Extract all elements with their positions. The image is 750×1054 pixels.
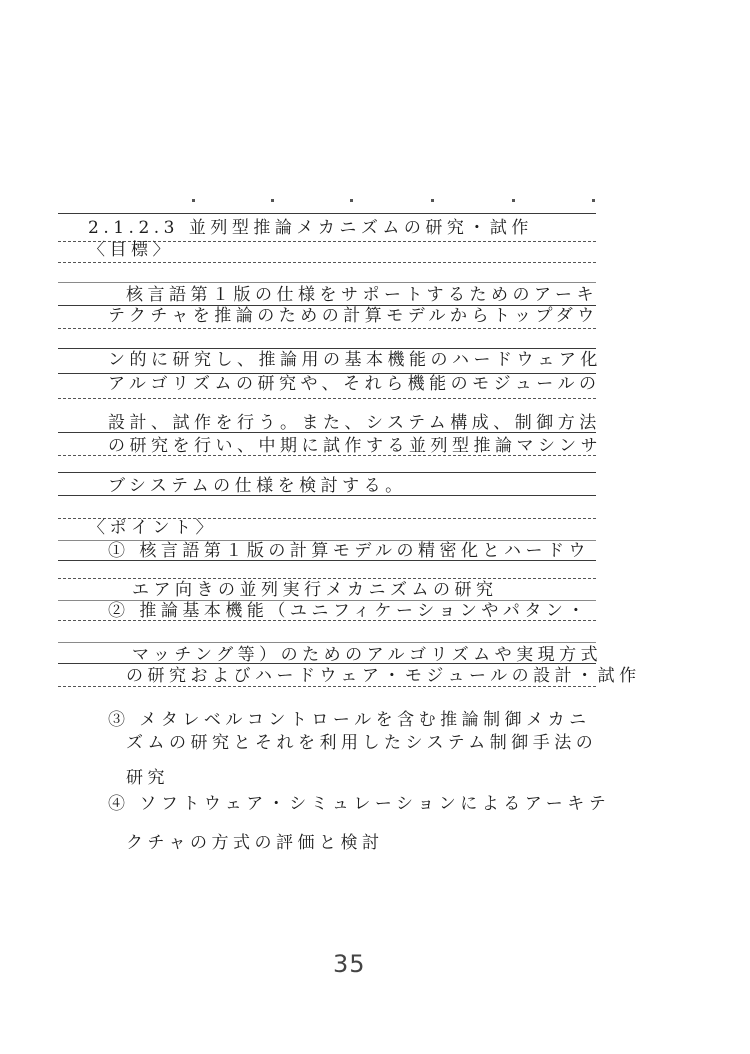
point-line: の研究およびハードウェア・モジュールの設計・試作 [126, 666, 641, 686]
sheet-tick-mark [192, 199, 195, 202]
point-line: エア向きの並列実行メカニズムの研究 [132, 580, 498, 600]
point-line: 研究 [126, 768, 169, 788]
point-line: ② 推論基本機能（ユニフィケーションやパタン・ [108, 601, 589, 621]
goal-line: アルゴリズムの研究や、それら機能のモジュールの [108, 374, 601, 394]
ruled-line [58, 398, 596, 399]
goal-line: ン的に研究し、推論用の基本機能のハードウェア化 [108, 350, 602, 370]
sheet-tick-mark [271, 199, 274, 202]
point-line: マッチング等）のためのアルゴリズムや実現方式 [132, 645, 603, 665]
page-number: 35 [333, 950, 366, 978]
goal-line: の研究を行い、中期に試作する並列型推論マシンサ [108, 436, 603, 456]
ruled-line [58, 213, 596, 214]
sheet-tick-mark [592, 199, 595, 202]
goal-line: ブシステムの仕様を検討する。 [108, 476, 407, 496]
section-heading: 2.1.2.3 並列型推論メカニズムの研究・試作 [88, 218, 533, 238]
ruled-line [58, 642, 596, 643]
point-line: ③ メタレベルコントロールを含む推論制御メカニ [108, 710, 591, 730]
ruled-line [58, 348, 596, 349]
point-line: ④ ソフトウェア・シミュレーションによるアーキテ [108, 794, 611, 814]
goal-line: 設計、試作を行う。また、システム構成、制御方法 [108, 413, 601, 433]
point-line: ズムの研究とそれを利用したシステム制御手法の [126, 733, 598, 753]
point-line: クチャの方式の評価と検討 [126, 833, 384, 853]
point-line: ① 核言語第１版の計算モデルの精密化とハードウ [108, 541, 591, 561]
goal-line: 核言語第１版の仕様をサポートするためのアーキ [126, 285, 598, 305]
ruled-line [58, 578, 596, 579]
ruled-line [58, 328, 596, 329]
goal-line: テクチャを推論のための計算モデルからトップダウ [108, 306, 599, 326]
points-label: 〈ポイント〉 [88, 518, 217, 538]
goal-label: 〈目標〉 [88, 240, 174, 260]
ruled-line [58, 282, 596, 283]
ruled-line [58, 262, 596, 263]
sheet-tick-mark [350, 199, 353, 202]
sheet-tick-mark [431, 199, 434, 202]
ruled-line [58, 686, 596, 687]
ruled-line [58, 472, 596, 473]
sheet-tick-mark [512, 199, 515, 202]
